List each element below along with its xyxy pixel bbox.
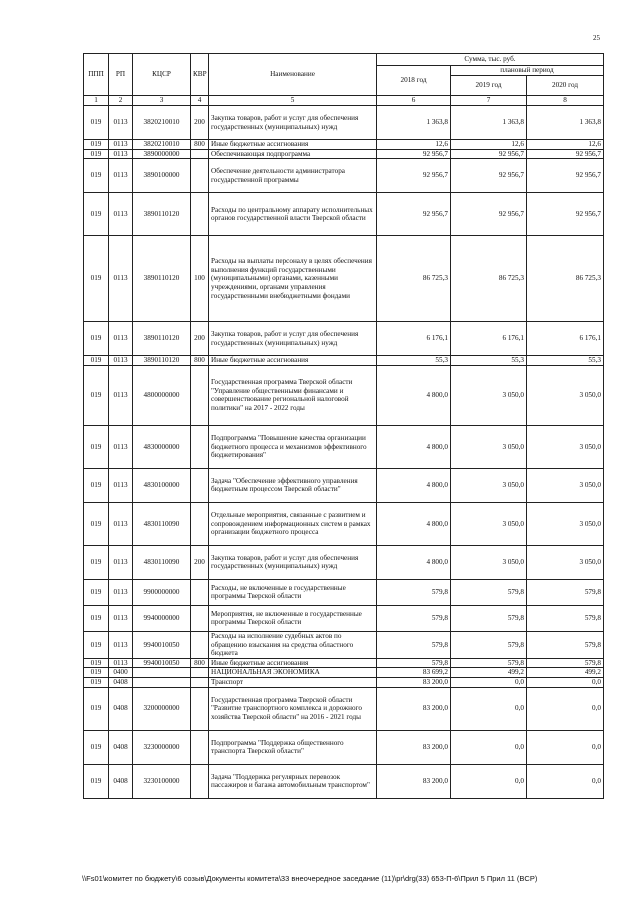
cell-2020: 579,8: [527, 631, 604, 658]
cell-2018: 83 200,0: [377, 730, 451, 764]
cell-2020: 92 956,7: [527, 159, 604, 193]
cell-kvr: [191, 365, 209, 425]
cell-name: Закупка товаров, работ и услуг для обеспечения государственных (муниципальных) нужд: [209, 106, 377, 140]
column-index-row: [84, 96, 604, 106]
cell-kcsr: 3890110120: [133, 236, 191, 322]
cell-2019: 3 050,0: [451, 468, 527, 502]
table-row: [84, 631, 604, 658]
cell-kvr: [191, 730, 209, 764]
cell-2020: 55,3: [527, 356, 604, 366]
cell-2020: 92 956,7: [527, 193, 604, 236]
table-row: [84, 149, 604, 159]
cell-kcsr: 3230000000: [133, 730, 191, 764]
cell-rp: 0113: [109, 106, 133, 140]
cell-name: Подпрограмма "Повышение качества организации бюджетного процесса и механизмов эффективного бюджетирования": [209, 425, 377, 468]
cell-kvr: 200: [191, 545, 209, 579]
cell-rp: 0113: [109, 140, 133, 150]
cell-2018: 92 956,7: [377, 149, 451, 159]
table-row: [84, 678, 604, 688]
cell-name: Транспорт: [209, 678, 377, 688]
cell-rp: 0113: [109, 425, 133, 468]
table-row: [84, 730, 604, 764]
table-row: [84, 193, 604, 236]
cell-kcsr: 4800000000: [133, 365, 191, 425]
cell-2019: 92 956,7: [451, 159, 527, 193]
table-row: [84, 425, 604, 468]
cell-rp: 0113: [109, 322, 133, 356]
cell-name: Иные бюджетные ассигнования: [209, 658, 377, 668]
cell-kvr: [191, 468, 209, 502]
cell-kcsr: 3230100000: [133, 764, 191, 798]
cell-name: Иные бюджетные ассигнования: [209, 356, 377, 366]
cell-kvr: [191, 149, 209, 159]
cell-kcsr: 3890110120: [133, 356, 191, 366]
cell-rp: 0113: [109, 579, 133, 605]
column-index: 3: [133, 96, 191, 106]
table-row: [84, 687, 604, 730]
cell-2019: 86 725,3: [451, 236, 527, 322]
cell-2020: 86 725,3: [527, 236, 604, 322]
cell-2020: 579,8: [527, 658, 604, 668]
cell-ppp: 019: [84, 730, 109, 764]
cell-ppp: 019: [84, 687, 109, 730]
cell-ppp: 019: [84, 668, 109, 678]
cell-ppp: 019: [84, 149, 109, 159]
cell-2020: 499,2: [527, 668, 604, 678]
cell-ppp: 019: [84, 631, 109, 658]
cell-name: Отдельные мероприятия, связанные с развитием и сопровождением информационных систем в рамках организации бюджетного процесса: [209, 502, 377, 545]
cell-kcsr: 3890000000: [133, 149, 191, 159]
cell-2018: 83 699,2: [377, 668, 451, 678]
cell-kvr: 200: [191, 106, 209, 140]
cell-2020: 0,0: [527, 730, 604, 764]
cell-2020: 3 050,0: [527, 468, 604, 502]
cell-kcsr: 9940000000: [133, 605, 191, 631]
cell-name: Государственная программа Тверской области "Развитие транспортного комплекса и дорожного хозяйства Тверской области" на 2016 - 2021 годы: [209, 687, 377, 730]
table-row: [84, 764, 604, 798]
column-index: 2: [109, 96, 133, 106]
table-row: [84, 356, 604, 366]
cell-kvr: [191, 193, 209, 236]
cell-2020: 1 363,8: [527, 106, 604, 140]
cell-2020: 92 956,7: [527, 149, 604, 159]
cell-ppp: 019: [84, 322, 109, 356]
cell-ppp: 019: [84, 764, 109, 798]
cell-kvr: 800: [191, 658, 209, 668]
cell-kvr: 800: [191, 140, 209, 150]
cell-kvr: [191, 678, 209, 688]
table-row: [84, 159, 604, 193]
cell-2018: 12,6: [377, 140, 451, 150]
cell-2020: 579,8: [527, 605, 604, 631]
cell-2018: 579,8: [377, 579, 451, 605]
cell-2020: 3 050,0: [527, 365, 604, 425]
table-row: [84, 658, 604, 668]
cell-rp: 0113: [109, 193, 133, 236]
cell-kcsr: 4830000000: [133, 425, 191, 468]
cell-2018: 83 200,0: [377, 687, 451, 730]
cell-kvr: [191, 764, 209, 798]
cell-name: Закупка товаров, работ и услуг для обеспечения государственных (муниципальных) нужд: [209, 322, 377, 356]
page-number: 25: [593, 34, 600, 42]
cell-ppp: 019: [84, 106, 109, 140]
cell-kvr: [191, 502, 209, 545]
cell-2018: 1 363,8: [377, 106, 451, 140]
table-row: [84, 106, 604, 140]
cell-ppp: 019: [84, 579, 109, 605]
cell-rp: 0113: [109, 545, 133, 579]
cell-2019: 499,2: [451, 668, 527, 678]
cell-ppp: 019: [84, 356, 109, 366]
cell-2019: 12,6: [451, 140, 527, 150]
cell-ppp: 019: [84, 425, 109, 468]
column-index: 8: [527, 96, 604, 106]
cell-2019: 579,8: [451, 605, 527, 631]
cell-rp: 0408: [109, 764, 133, 798]
table-row: [84, 365, 604, 425]
cell-name: Задача "Обеспечение эффективного управления бюджетным процессом Тверской области": [209, 468, 377, 502]
cell-2020: 3 050,0: [527, 545, 604, 579]
cell-2018: 579,8: [377, 658, 451, 668]
cell-ppp: 019: [84, 159, 109, 193]
cell-2019: 92 956,7: [451, 193, 527, 236]
cell-rp: 0408: [109, 678, 133, 688]
cell-name: Задача "Поддержка регулярных перевозок пассажиров и багажа автомобильным транспортом": [209, 764, 377, 798]
cell-2018: 83 200,0: [377, 764, 451, 798]
col-header-sum: Сумма, тыс. руб.: [377, 54, 604, 66]
cell-name: Обеспечение деятельности администратора государственной программы: [209, 159, 377, 193]
cell-name: Обеспечивающая подпрограмма: [209, 149, 377, 159]
cell-name: Расходы на выплаты персоналу в целях обеспечения выполнения функций государственными (муниципальными) органами, казенными учреждениями, органами управления государственными внебюджетными фондами: [209, 236, 377, 322]
column-index: 7: [451, 96, 527, 106]
cell-kcsr: [133, 668, 191, 678]
cell-2018: 4 800,0: [377, 365, 451, 425]
cell-2020: 6 176,1: [527, 322, 604, 356]
cell-kcsr: 9940010050: [133, 658, 191, 668]
budget-table: [83, 53, 604, 799]
cell-name: Иные бюджетные ассигнования: [209, 140, 377, 150]
col-header-kvr: КВР: [191, 54, 209, 96]
cell-2019: 579,8: [451, 631, 527, 658]
cell-2019: 55,3: [451, 356, 527, 366]
cell-2018: 86 725,3: [377, 236, 451, 322]
table-row: [84, 668, 604, 678]
cell-name: Закупка товаров, работ и услуг для обеспечения государственных (муниципальных) нужд: [209, 545, 377, 579]
cell-rp: 0113: [109, 236, 133, 322]
cell-ppp: 019: [84, 365, 109, 425]
cell-2019: 3 050,0: [451, 425, 527, 468]
column-index: 5: [209, 96, 377, 106]
cell-rp: 0113: [109, 502, 133, 545]
cell-ppp: 019: [84, 658, 109, 668]
col-header-2019: 2019 год: [451, 76, 527, 96]
cell-2019: 6 176,1: [451, 322, 527, 356]
cell-kcsr: 3200000000: [133, 687, 191, 730]
cell-ppp: 019: [84, 193, 109, 236]
table-row: [84, 140, 604, 150]
table-row: [84, 322, 604, 356]
cell-rp: 0113: [109, 365, 133, 425]
table-row: [84, 579, 604, 605]
cell-2020: 0,0: [527, 678, 604, 688]
column-index: 6: [377, 96, 451, 106]
cell-2020: 3 050,0: [527, 425, 604, 468]
cell-rp: 0408: [109, 687, 133, 730]
cell-2018: 92 956,7: [377, 159, 451, 193]
cell-rp: 0113: [109, 658, 133, 668]
cell-kvr: 200: [191, 322, 209, 356]
column-index: 4: [191, 96, 209, 106]
cell-kcsr: [133, 678, 191, 688]
cell-kvr: [191, 425, 209, 468]
cell-2019: 3 050,0: [451, 545, 527, 579]
cell-2019: 3 050,0: [451, 502, 527, 545]
cell-rp: 0113: [109, 468, 133, 502]
cell-rp: 0408: [109, 730, 133, 764]
cell-kcsr: 9900000000: [133, 579, 191, 605]
cell-rp: 0113: [109, 159, 133, 193]
cell-kcsr: 3820210010: [133, 140, 191, 150]
cell-name: Подпрограмма "Поддержка общественного транспорта Тверской области": [209, 730, 377, 764]
col-header-kcsr: КЦСР: [133, 54, 191, 96]
col-header-planned-period: плановый период: [451, 66, 604, 76]
table-row: [84, 236, 604, 322]
table-row: [84, 545, 604, 579]
col-header-name: Наименование: [209, 54, 377, 96]
cell-2019: 0,0: [451, 730, 527, 764]
cell-2019: 0,0: [451, 678, 527, 688]
cell-kvr: [191, 631, 209, 658]
cell-ppp: 019: [84, 502, 109, 545]
cell-2018: 55,3: [377, 356, 451, 366]
cell-rp: 0113: [109, 605, 133, 631]
cell-2018: 4 800,0: [377, 502, 451, 545]
cell-2020: 12,6: [527, 140, 604, 150]
cell-kcsr: 3820210010: [133, 106, 191, 140]
cell-kcsr: 3890100000: [133, 159, 191, 193]
cell-rp: 0113: [109, 149, 133, 159]
cell-kvr: [191, 159, 209, 193]
cell-kcsr: 4830110090: [133, 545, 191, 579]
cell-2019: 579,8: [451, 579, 527, 605]
col-header-2020: 2020 год: [527, 76, 604, 96]
table-row: [84, 502, 604, 545]
cell-name: Государственная программа Тверской области "Управление общественными финансами и совершенствование региональной налоговой политики" на 2017 - 2022 годы: [209, 365, 377, 425]
cell-2020: 0,0: [527, 687, 604, 730]
col-header-2018: 2018 год: [377, 66, 451, 96]
cell-2018: 579,8: [377, 631, 451, 658]
cell-kcsr: 3890110120: [133, 193, 191, 236]
cell-name: НАЦИОНАЛЬНАЯ ЭКОНОМИКА: [209, 668, 377, 678]
cell-kcsr: 4830100000: [133, 468, 191, 502]
col-header-rp: РП: [109, 54, 133, 96]
cell-kvr: [191, 687, 209, 730]
cell-2019: 3 050,0: [451, 365, 527, 425]
cell-kvr: 800: [191, 356, 209, 366]
table-row: [84, 605, 604, 631]
cell-2020: 0,0: [527, 764, 604, 798]
cell-2018: 4 800,0: [377, 468, 451, 502]
cell-kcsr: 4830110090: [133, 502, 191, 545]
cell-ppp: 019: [84, 468, 109, 502]
cell-name: Мероприятия, не включенные в государственные программы Тверской области: [209, 605, 377, 631]
cell-2018: 6 176,1: [377, 322, 451, 356]
cell-ppp: 019: [84, 678, 109, 688]
cell-kvr: [191, 605, 209, 631]
cell-kcsr: 3890110120: [133, 322, 191, 356]
cell-2019: 1 363,8: [451, 106, 527, 140]
col-header-ppp: ППП: [84, 54, 109, 96]
file-path-footer: \\Fs01\комитет по бюджету\6 созыв\Документы комитета\33 внеочередное заседание (11)\pr\drg(33) 653-П-6\Прил 5 Прил 11 (BCP): [82, 874, 538, 883]
cell-2019: 0,0: [451, 764, 527, 798]
cell-ppp: 019: [84, 545, 109, 579]
cell-ppp: 019: [84, 140, 109, 150]
cell-2020: 3 050,0: [527, 502, 604, 545]
cell-name: Расходы по центральному аппарату исполнительных органов государственной власти Тверской области: [209, 193, 377, 236]
cell-ppp: 019: [84, 605, 109, 631]
cell-rp: 0113: [109, 631, 133, 658]
table-row: [84, 468, 604, 502]
cell-ppp: 019: [84, 236, 109, 322]
column-index: 1: [84, 96, 109, 106]
cell-2019: 92 956,7: [451, 149, 527, 159]
cell-name: Расходы на исполнение судебных актов по обращению взыскания на средства областного бюджета: [209, 631, 377, 658]
cell-2018: 579,8: [377, 605, 451, 631]
cell-2018: 92 956,7: [377, 193, 451, 236]
cell-rp: 0113: [109, 356, 133, 366]
cell-2018: 83 200,0: [377, 678, 451, 688]
cell-2020: 579,8: [527, 579, 604, 605]
cell-kvr: [191, 668, 209, 678]
cell-kvr: [191, 579, 209, 605]
cell-kcsr: 9940010050: [133, 631, 191, 658]
cell-2018: 4 800,0: [377, 425, 451, 468]
cell-2019: 0,0: [451, 687, 527, 730]
cell-rp: 0400: [109, 668, 133, 678]
cell-kvr: 100: [191, 236, 209, 322]
cell-2019: 579,8: [451, 658, 527, 668]
cell-name: Расходы, не включенные в государственные программы Тверской области: [209, 579, 377, 605]
cell-2018: 4 800,0: [377, 545, 451, 579]
